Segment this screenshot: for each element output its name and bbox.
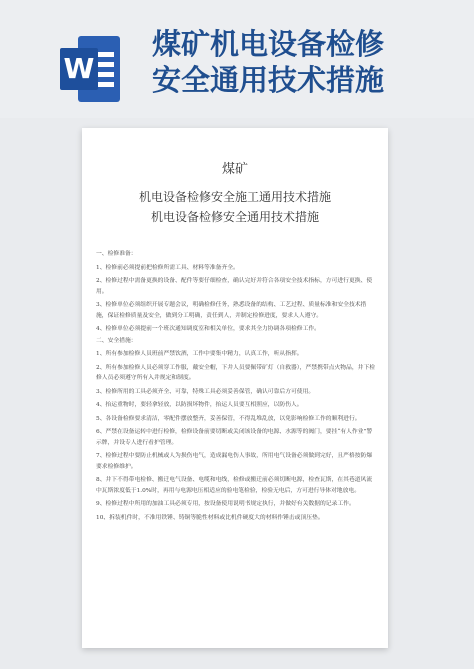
banner-title-line1: 煤矿机电设备检修 (152, 27, 385, 61)
safety-item: 10、拆装机件时，不准用铁锤、铸铜等脆性材料或比机件硬度大的材料作锤击或顶压垫。 (96, 514, 324, 521)
word-icon (60, 36, 120, 102)
banner-title-line2: 安全通用技术措施 (152, 63, 385, 97)
safety-item: 2、所有参加检修人员必须穿工作服，戴安全帽，下井人员要佩带矿灯（自救器），严禁携带点火物品，井下检修人员必须遵守所有入井规定和制度。 (96, 364, 376, 381)
safety-item: 9、检修过程中所用的加油工具必须专用，按设备使用说明书规定执行，并做好有关数据的记录工作。 (96, 501, 355, 507)
doc-title: 机电设备检修安全施工通用技术措施 (138, 190, 331, 204)
safety-item: 7、检修过程中要防止机械或人为损伤电气，造成漏电伤人事故，所用电气设备必须做到完好，且严格按防爆要求检修维护。 (96, 453, 373, 470)
prep-item: 1、检修前必须提前把检修所需工具、材料等准备齐全。 (96, 264, 239, 271)
doc-subtitle: 机电设备检修安全通用技术措施 (150, 210, 319, 224)
safety-item: 8、井下不得带电检修、搬迁电气设备、电缆和电线，检修或搬迁前必须切断电源，检查瓦斯，在其巷道风流中瓦斯浓度低于1.0%时，再用与电源电压相适应的验电笔检验，检验无电后，方可进行导体对地放电。 (96, 477, 373, 494)
document-page (82, 128, 388, 648)
safety-item: 6、严禁在设备运转中进行检修，检修设备前要切断或关闭该设备的电源、水源等的阀门，要挂“有人作业”警示牌，并设专人进行看护管理。 (96, 429, 373, 446)
safety-item: 1、所有参加检修人员班前严禁饮酒，工作中要集中精力，认真工作，听从指挥。 (96, 351, 303, 357)
safety-item: 4、抬运重物时，要轻拿轻放，以防损坏物件，抬运人员要互相照应，以防伤人。 (96, 402, 303, 408)
safety-item: 5、各设备检修要求清洁，零配件摆放整齐，妥善保管，不得乱堆乱放，以免影响检修工作的顺利进行。 (96, 415, 361, 422)
prep-item: 3、检修单位必须组织开展专题会议，明确检修任务，熟悉设备的结构、工艺过程、质量标准和安全技术措施，保证检修质量及安全，做到分工明确，责任到人，并制定检修进度，要求人人遵守。 (96, 302, 367, 319)
section-heading: 一、检修准备： (96, 251, 137, 257)
safety-item: 3、检修所用的工具必须齐全、可靠，特殊工具必须妥善保管，确认可靠后方可使用。 (96, 388, 315, 395)
doc-company: 煤矿 (221, 162, 248, 177)
title-banner (0, 0, 474, 118)
banner-title (152, 26, 470, 98)
word-icon-letter: W (60, 48, 98, 90)
prep-item: 2、检修过程中需备更换的设备、配件等要仔细检查，确认完好并符合各项安全技术指标，方可进行更换、使用。 (96, 278, 373, 295)
section-heading: 二、安全措施： (96, 337, 137, 344)
prep-item: 4、检修单位必须提前一个班次通知调度室和相关单位，要求其全力协调各项检修工作。 (96, 326, 320, 332)
doc-body (96, 248, 376, 523)
